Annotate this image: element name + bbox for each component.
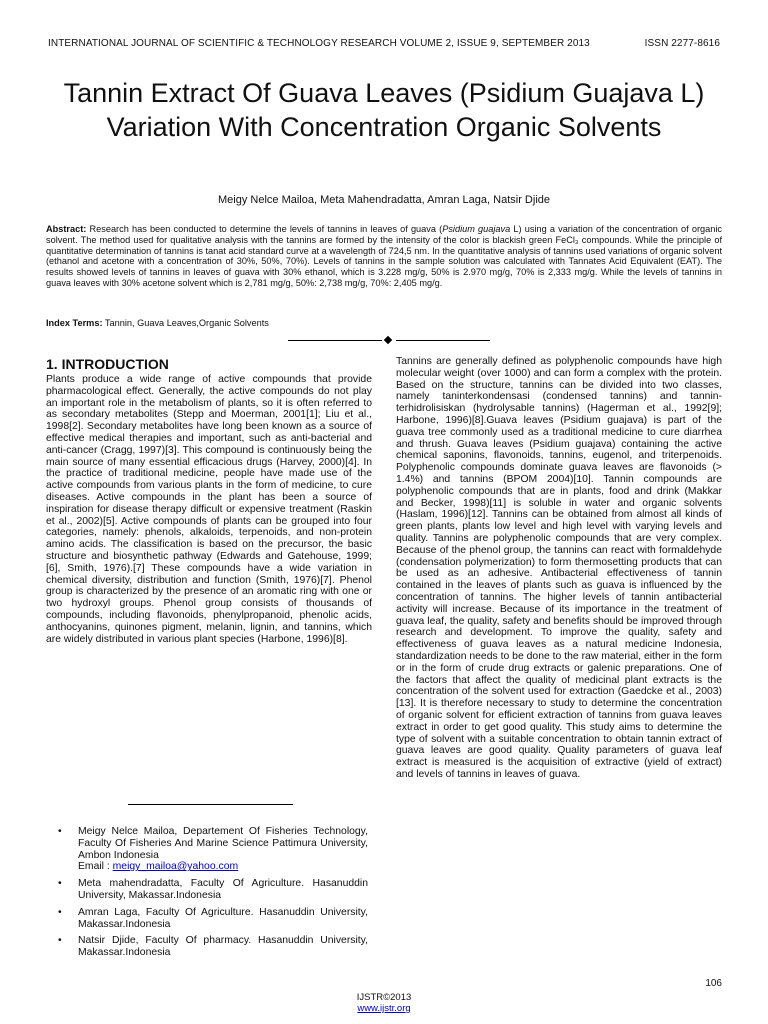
introduction-paragraph-right: Tannins are generally defined as polyphenolic compounds have high molecular weight (over 1000) and can form a complex with the protein. Based on the structure, tannins can be divided into two classes, namely taninterkondensasi (condensed tannins) and tannin-terhidrolisiskan (hydrolysable tannins) (Hagerman et al., 1992[9]; Harbone, 1996)[8].Guava leaves (Psidium guajava) is part of the guava tree commonly used as a traditional medicine to cure diarrhea and thrush. Guava leaves (Psidium guajava) containing the active chemical saponins, flavonoids, tannins, eugenol, and triterpenoids. Polyphenolic compounds dominate guava leaves are flavonoids (> 1.4%) and tannins (BPOM 2004)[10]. Tannin compounds are polyphenolic compounds that are in plants, food and drink (Makkar and Becker, 1998)[11] is soluble in water and organic solvents (Haslam, 1996)[12]. Tannins can be obtained from almost all kinds of green plants, plants low level and high level with varying levels and quality. Tannins are polyphenolic compounds that are very complex. Because of the phenol group, the tannins can react with formaldehyde (condensation polymerization) to form thermosetting products that can be used as an adhesive. Antibacterial effectiveness of tannin contained in the leaves of plants such as guava is influenced by the concentration of tannins. The higher levels of tannin antibacterial activity will increase. Because of its importance in the treatment of guava leaf, the quality, safety and benefits should be improved through research and development. To improve the quality, safety and effectiveness of guava leaves as a natural medicine Indonesia, standardization needs to be done to the raw material, either in the form or in the form of crude drug extracts or galenic preparations. One of the factors that affect the quality of medicinal plant extracts is the concentration of the solvent used for extraction (Gaedcke et al., 2003)[13]. It is therefore necessary to study to determine the concentration of organic solvent for efficient extraction of tannins from guava leaves extract in order to get good quality. This study aims to determine the type of solvent with a suitable concentration to obtain tannin extract of guava leaves are good quality. Quality parameters of guava leaf extract is measured is the acquisition of extractive (yield of extract) and levels of tannins in leaves of guava. [396,356,722,780]
right-column [396,356,722,781]
author-list: Meigy Nelce Mailoa, Meta Mahendradatta, Amran Laga, Natsir Djide [218,194,550,206]
affiliation-text: Natsir Djide, Faculty Of pharmacy. Hasanuddin University, Makassar.Indonesia [78,935,368,959]
journal-url-link[interactable]: www.ijstr.org [357,1003,411,1014]
page-number: 106 [705,978,722,989]
affiliation-text: Meigy Nelce Mailoa, Departement Of Fisheries Technology, Faculty Of Fisheries And Marine Science Pattimura University, Ambon Indonesia [78,826,368,861]
abstract-label: Abstract: [46,224,87,234]
affiliation-list [58,826,368,964]
section-divider [288,337,490,345]
index-terms-text: Tannin, Guava Leaves,Organic Solvents [102,318,269,328]
divider-line-right [396,340,490,341]
footer-copyright: IJSTR©2013 [356,992,412,1003]
page-footer [0,992,768,1014]
affiliation-text: Meta mahendradatta, Faculty Of Agriculture. Hasanuddin University, Makassar.Indonesia [78,878,368,901]
index-terms [46,318,269,328]
left-column [46,356,372,645]
affiliation-item [58,935,368,959]
journal-name: INTERNATIONAL JOURNAL OF SCIENTIFIC & TECHNOLOGY RESEARCH VOLUME 2, ISSUE 9, SEPTEMBER 2013 [48,38,590,49]
affiliation-text: Amran Laga, Faculty Of Agriculture. Hasanuddin University, Makassar.Indonesia [78,906,368,930]
abstract-species: Psidium guajava [442,224,511,234]
abstract-text-b: L) using a variation of the concentration of organic solvent. The method used for qualitative analysis with the tannins are formed by the intensity of the color is blackish green FeCl₃ compounds. While the principle of quantitative determination of tannins is tanat acid standard curve at a wavelength of 724,5 nm. In the quantitative analysis of tannins used variations of organic solvent (ethanol and acetone with a concentration of 30%, 50%, 70%). Levels of tannins in the sample solution was calculated with Tannates Acid Equivalent (EAT). The results showed levels of tannins in leaves of guava with 30% ethanol, which is 3.228 mg/g, 50% is 2.970 mg/g, 70% is 2,333 mg/g. While the levels of tannins in guava leaves with 30% acetone solvent which is 2,781 mg/g, 50%: 2,738 mg/g, 70%: 2,405 mg/g. [46,224,723,288]
index-terms-label: Index Terms: [46,318,103,328]
divider-diamond-icon [384,336,392,344]
author-email-link[interactable]: meigy_mailoa@yahoo.com [112,861,239,873]
running-header [48,38,720,49]
email-label: Email : [78,861,113,873]
footnote-rule [128,804,293,805]
divider-line-left [288,340,382,341]
introduction-paragraph-left: Plants produce a wide range of active compounds that provide pharmacological effect. Generally, the active compounds do not play an important role in the metabolism of plants, so it is often referred to as secondary metabolites (Stepp and Moerman, 2001[1]; Liu et al., 1998[2]. Secondary metabolites have long been known as a source of effective medical therapies and important, such as anti-bacterial and anti-cancer (Cragg, 1997)[3]. This compound is continuously being the main source of many essential efficacious drugs (Harvey, 2000)[4]. In the practice of traditional medicine, people have made use of the active compounds from various plants in the form of medicine, to cure diseases. Active compounds in the plant has been a source of inspiration for disease therapy difficult or expensive treatment (Raskin et al., 2002)[5]. Active compounds of plants can be grouped into four categories, namely: phenols, alkaloids, terpenoids, and non-protein amino acids. The classification is based on the precursor, the basic structure and biosynthetic pathway (Edwards and Gatehouse, 1999;[6], Smith, 1976).[7] These compounds have a wide variation in chemical diversity, distribution and function (Smith, 1976)[7]. Phenol group is characterized by the presence of an aromatic ring with one or two hydroxyl groups. Phenol group consists of thousands of compounds, including flavonoids, phenylpropanoid, phenolic acids, anthocyanins, quinones pigment, melanin, lignin, and tannins, which are widely distributed in various plant species (Harbone, 1996)[8]. [46,374,372,645]
affiliation-item [58,907,368,931]
affiliation-item [58,878,368,902]
section-heading-introduction: 1. INTRODUCTION [46,356,169,372]
abstract-text-a: Research has been conducted to determine the levels of tannins in leaves of guava ( [86,224,443,234]
paper-title: Tannin Extract Of Guava Leaves (Psidium Guajava L) Variation With Concentration Organic Solvents [63,78,705,142]
affiliation-item [58,826,368,873]
issn: ISSN 2277-8616 [644,38,720,49]
abstract [46,224,722,289]
